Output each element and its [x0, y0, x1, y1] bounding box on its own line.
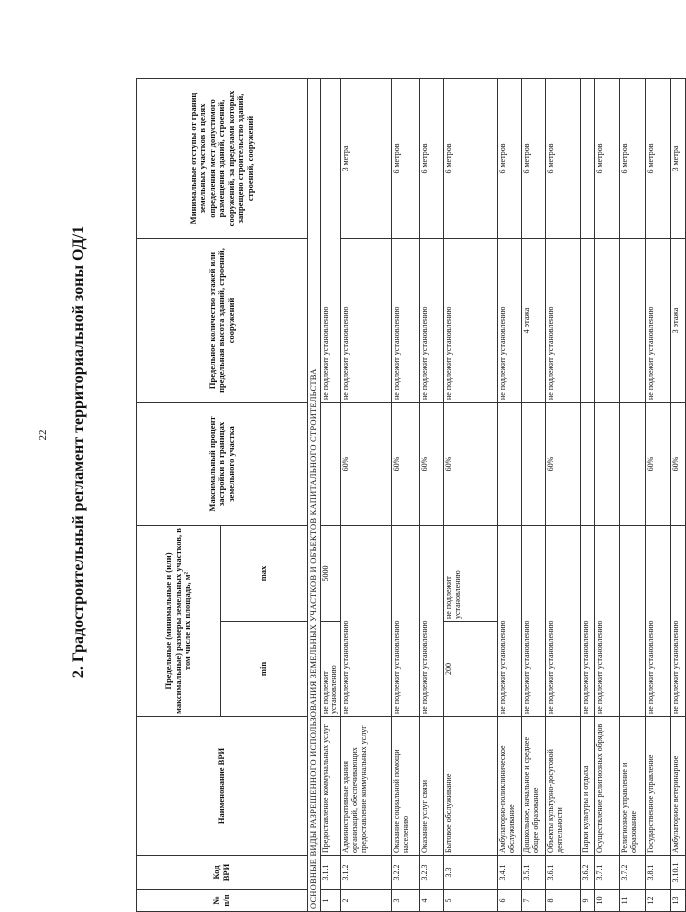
row-setback: 3 метра — [341, 79, 392, 239]
row-code: 3.6.2 — [581, 856, 595, 890]
row-sizes: не подлежит установлению — [671, 526, 686, 717]
row-percent — [595, 403, 620, 526]
row-name: Осуществление религиозных обрядов — [595, 717, 620, 856]
row-floors: не подлежит установлению — [392, 239, 420, 403]
header-size: Предельные (минимальные и (или) максимальные) размеры земельных участков, в том числе их площадь, м² — [137, 526, 221, 717]
header-floors: Предельное количество этажей или предельная высота зданий, строений, сооружений — [137, 239, 308, 403]
row-sizes: не подлежит установлению — [420, 526, 444, 717]
row-floors: не подлежит установлению — [341, 239, 392, 403]
row-num: 1 — [320, 890, 341, 912]
row-floors: не подлежит установлению — [420, 239, 444, 403]
row-name: Оказание социальной помощи населению — [392, 717, 420, 856]
rotated-table-container — [136, 79, 681, 912]
row-percent — [581, 403, 595, 526]
row-percent: 60% — [444, 403, 498, 526]
row-code: 3.2.3 — [420, 856, 444, 890]
row-code: 3.1.2 — [341, 856, 392, 890]
row-num: 11 — [620, 890, 646, 912]
header-percent: Максимальный процент застройки в границах земельного участка — [137, 403, 308, 526]
row-num: 5 — [444, 890, 498, 912]
row-name: Государственное управление — [646, 717, 671, 856]
table-row — [444, 79, 498, 912]
row-min: не подлежит установлению — [320, 622, 341, 717]
row-num: 12 — [646, 890, 671, 912]
row-floors: 3 этажа — [671, 239, 686, 403]
row-num: 4 — [420, 890, 444, 912]
table-row — [581, 79, 595, 912]
page-number: 22 — [37, 429, 49, 441]
table-row — [522, 79, 546, 912]
section-title: ОСНОВНЫЕ ВИДЫ РАЗРЕШЕННОГО ИСПОЛЬЗОВАНИЯ ЗЕМЕЛЬНЫХ УЧАСТКОВ И ОБЪЕКТОВ КАПИТАЛЬНОГО СТРОИТЕЛЬСТВА — [308, 79, 321, 912]
row-name: Дошкольное, начальное и среднее общее образование — [522, 717, 546, 856]
table-row — [498, 79, 522, 912]
header-code: Код ВРИ — [137, 856, 308, 890]
table-row — [392, 79, 420, 912]
row-code: 3.8.1 — [646, 856, 671, 890]
row-name: Амбулаторно-поликлиническое обслуживание — [498, 717, 522, 856]
row-floors — [620, 239, 646, 403]
row-floors: не подлежит установлению — [546, 239, 581, 403]
row-percent: 60% — [392, 403, 420, 526]
row-setback: 6 метров — [595, 79, 620, 239]
row-code: 3.5.1 — [522, 856, 546, 890]
row-setback: 6 метров — [444, 79, 498, 239]
row-name: Оказание услуг связи — [420, 717, 444, 856]
row-max: 5000 — [320, 526, 341, 622]
row-num: 3 — [392, 890, 420, 912]
table-row — [341, 79, 392, 912]
row-floors: не подлежит установлению — [320, 79, 341, 403]
row-percent — [320, 403, 341, 526]
row-percent: 60% — [341, 403, 392, 526]
row-name: Религиозное управление и образование — [620, 717, 646, 856]
row-min: 200 — [444, 622, 498, 717]
row-sizes: не подлежит установлению — [341, 526, 392, 717]
row-num: 8 — [546, 890, 581, 912]
row-code: 3.1.1 — [320, 856, 341, 890]
row-name: Административные здания организаций, обеспечивающих предоставление коммунальных услуг — [341, 717, 392, 856]
row-name: Парки культуры и отдыха — [581, 717, 595, 856]
row-floors: не подлежит установлению — [646, 239, 671, 403]
row-num: 6 — [498, 890, 522, 912]
row-name: Предоставление коммунальных услуг — [320, 717, 341, 856]
row-setback — [581, 79, 595, 239]
row-percent — [620, 403, 646, 526]
table-row — [620, 79, 646, 912]
row-max: не подлежит установлению — [444, 526, 498, 622]
row-setback: 6 метров — [546, 79, 581, 239]
header-num: № п/п — [137, 890, 308, 912]
row-code: 3.3 — [444, 856, 498, 890]
row-setback: 6 метров — [620, 79, 646, 239]
row-setback: 6 метров — [646, 79, 671, 239]
header-min: min — [221, 622, 308, 717]
regulation-table — [136, 78, 686, 912]
row-code: 3.10.1 — [671, 856, 686, 890]
row-num: 10 — [595, 890, 620, 912]
row-percent — [522, 403, 546, 526]
row-setback: 3 метра — [671, 79, 686, 239]
row-floors: 4 этажа — [522, 239, 546, 403]
row-floors — [581, 239, 595, 403]
row-percent: 60% — [671, 403, 686, 526]
row-sizes: не подлежит установлению — [646, 526, 671, 717]
table-row — [320, 79, 341, 912]
row-sizes: не подлежит установлению — [392, 526, 420, 717]
row-num: 2 — [341, 890, 392, 912]
row-sizes: не подлежит установлению — [522, 526, 546, 717]
table-row — [671, 79, 686, 912]
row-name: Объекты культурно-досуговой деятельности — [546, 717, 581, 856]
row-percent — [498, 403, 522, 526]
row-setback: 6 метров — [498, 79, 522, 239]
header-name: Наименование ВРИ — [137, 717, 308, 856]
row-floors: не подлежит установлению — [498, 239, 522, 403]
row-sizes — [620, 526, 646, 717]
document-title: 2. Градостроительный регламент территориальной зоны ОД/1 — [70, 225, 87, 679]
row-num: 7 — [522, 890, 546, 912]
row-name: Бытовое обслуживание — [444, 717, 498, 856]
table-row — [646, 79, 671, 912]
row-floors — [595, 239, 620, 403]
row-setback: 6 метров — [420, 79, 444, 239]
row-sizes: не подлежит установлению — [498, 526, 522, 717]
table-row — [595, 79, 620, 912]
row-percent: 60% — [420, 403, 444, 526]
row-code: 3.7.1 — [595, 856, 620, 890]
row-sizes: не подлежит установлению — [595, 526, 620, 717]
table-row — [546, 79, 581, 912]
row-code: 3.4.1 — [498, 856, 522, 890]
row-num: 13 — [671, 890, 686, 912]
row-code: 3.2.2 — [392, 856, 420, 890]
row-setback: 6 метров — [522, 79, 546, 239]
row-percent: 60% — [546, 403, 581, 526]
header-max: max — [221, 526, 308, 622]
row-name: Амбулаторное ветеринарное — [671, 717, 686, 856]
row-sizes: не подлежит установлению — [581, 526, 595, 717]
header-setback: Минимальные отступы от границ земельных участков в целях определения мест допустимого размещения зданий, строений, сооружений, за пределами которых запрещено строительство зданий, строений, сооружений — [137, 79, 308, 239]
row-percent: 60% — [646, 403, 671, 526]
table-row — [420, 79, 444, 912]
row-setback: 6 метров — [392, 79, 420, 239]
row-code: 3.7.2 — [620, 856, 646, 890]
row-num: 9 — [581, 890, 595, 912]
row-code: 3.6.1 — [546, 856, 581, 890]
row-floors: не подлежит установлению — [444, 239, 498, 403]
row-sizes: не подлежит установлению — [546, 526, 581, 717]
